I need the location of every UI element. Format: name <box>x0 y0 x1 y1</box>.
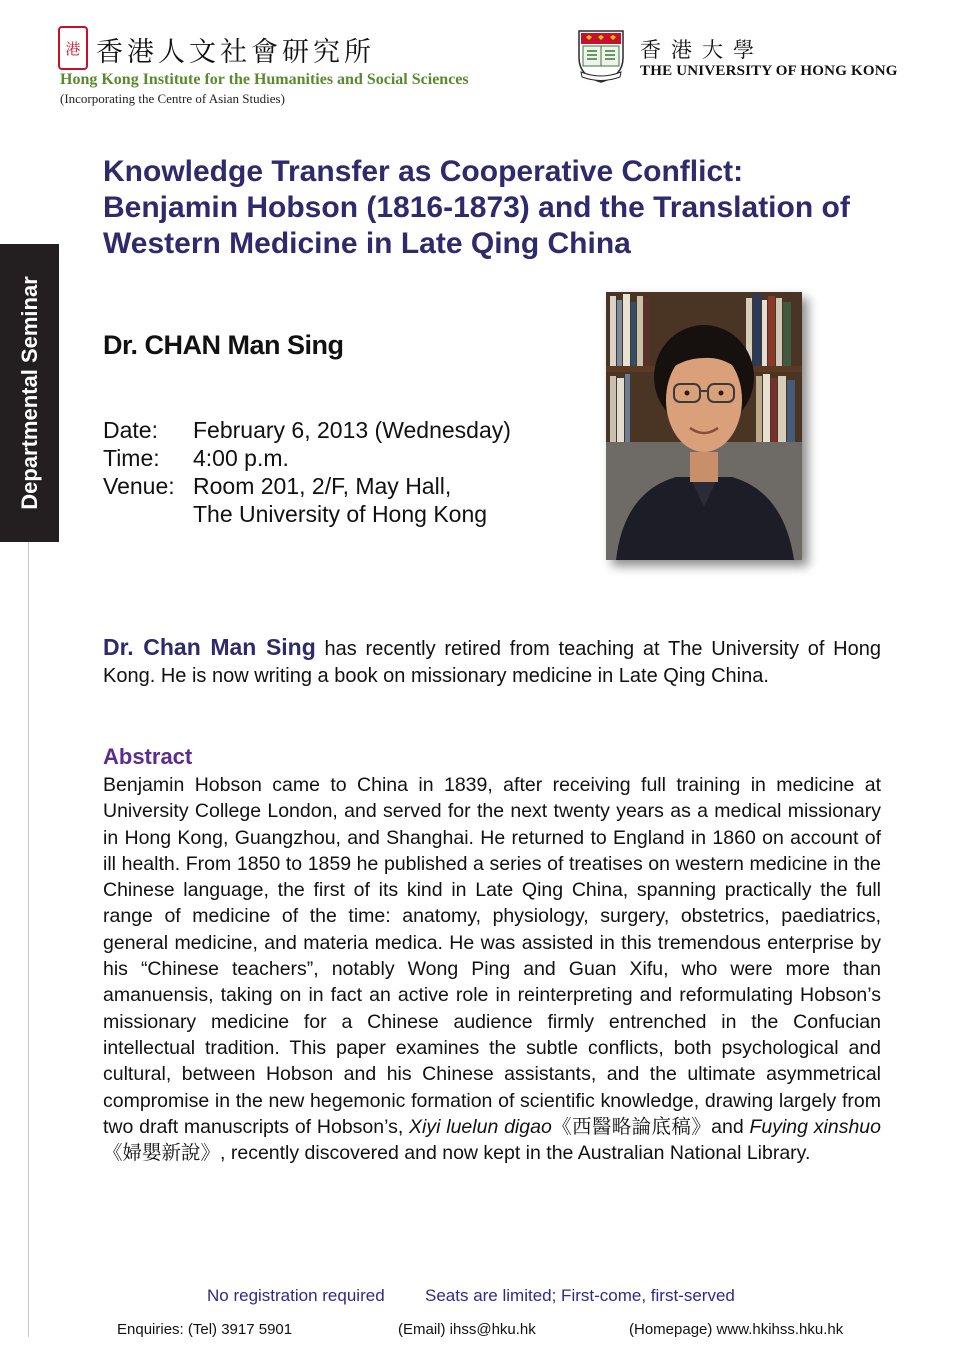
date-label: Date: <box>103 417 158 443</box>
abstract-text-part-2: , recently discovered and now kept in the Australian National Library. <box>220 1142 811 1165</box>
speaker-name: Dr. CHAN Man Sing <box>103 330 344 360</box>
seminar-title <box>103 154 923 262</box>
speaker-bio <box>103 634 881 690</box>
date-value: February 6, 2013 (Wednesday) <box>193 417 511 443</box>
time-value: 4:00 p.m. <box>193 445 289 471</box>
institute-seal-logo: 港 <box>58 26 88 70</box>
manuscript-title-1: Xiyi luelun digao <box>409 1115 552 1138</box>
enquiries-phone: Enquiries: (Tel) 3917 5901 <box>117 1321 293 1338</box>
title-line-1: Knowledge Transfer as Cooperative Conflict: <box>103 155 744 188</box>
abstract-text-part-1: Benjamin Hobson came to China in 1839, after receiving full training in medicine at University College London, and served for the next twenty years as a medical missionary in Hong Kong, Guangzhou, and Shanghai. He returned to England in 1860 on account of ill health. From 1850 to 1859 he published a series of treatises on western medicine in the Chinese language, the first of its kind in Late Qing China, spanning practically the full range of medicine of the time: anatomy, physiology, surgery, obstetrics, paediatrics, general medicine, and materia medica. He was assisted in this tremendous enterprise by his “Chinese teachers”, notably Wong Ping and Guan Xifu, who were more than amanuensis, taking on in fact an active role in reinterpreting and reformulating Hobson’s missionary medicine for a Chinese audience firmly entrenched in the Confucian intellectual tradition. This paper examines the subtle conflicts, both psychological and cultural, between Hobson and his Chinese assistants, and the ultimate asymmetrical compromise in the new hegemonic formation of scientific knowledge, drawing largely from two draft manuscripts of Hobson’s, <box>103 774 881 1138</box>
manuscript-title-1-chinese: 《西醫略論底稿》 <box>551 1115 712 1138</box>
venue-label: Venue: <box>103 473 175 499</box>
abstract-body <box>103 772 881 1166</box>
hku-crest-logo <box>576 28 626 84</box>
side-tab <box>0 244 59 542</box>
institute-name-english: Hong Kong Institute for the Humanities and Social Sciences <box>60 71 469 88</box>
bio-text: has recently retired from teaching at The University of Hong Kong. He is now writing a book on missionary medicine in Late Qing China. <box>103 638 881 687</box>
seminar-type-label: Departmental Seminar <box>16 276 42 510</box>
speaker-photo <box>606 292 802 560</box>
enquiries-email: (Email) ihss@hku.hk <box>398 1321 536 1338</box>
abstract-conjunction: and <box>711 1115 750 1138</box>
left-divider <box>28 542 29 1337</box>
university-name-english: THE UNIVERSITY OF HONG KONG <box>640 63 898 79</box>
registration-note: No registration required <box>207 1286 385 1305</box>
homepage-link[interactable]: (Homepage) www.hkihss.hku.hk <box>629 1321 844 1338</box>
manuscript-title-2-chinese: 《婦嬰新說》 <box>103 1142 221 1165</box>
bio-speaker-name: Dr. Chan Man Sing <box>103 634 316 660</box>
manuscript-title-2: Fuying xinshuo <box>749 1115 881 1138</box>
abstract-heading: Abstract <box>103 744 193 769</box>
title-line-2: Benjamin Hobson (1816-1873) and the Translation of <box>103 191 850 224</box>
venue-line-2: The University of Hong Kong <box>193 501 488 527</box>
time-label: Time: <box>103 445 160 471</box>
title-line-3: Western Medicine in Late Qing China <box>103 227 631 260</box>
venue-line-1: Room 201, 2/F, May Hall, <box>193 473 452 499</box>
seating-note: Seats are limited; First-come, first-served <box>425 1286 735 1305</box>
institute-name-chinese: 香港人文社會研究所 <box>96 37 375 68</box>
institute-subtitle: (Incorporating the Centre of Asian Studies) <box>60 91 285 106</box>
university-name-chinese: 香港大學 <box>640 38 764 62</box>
